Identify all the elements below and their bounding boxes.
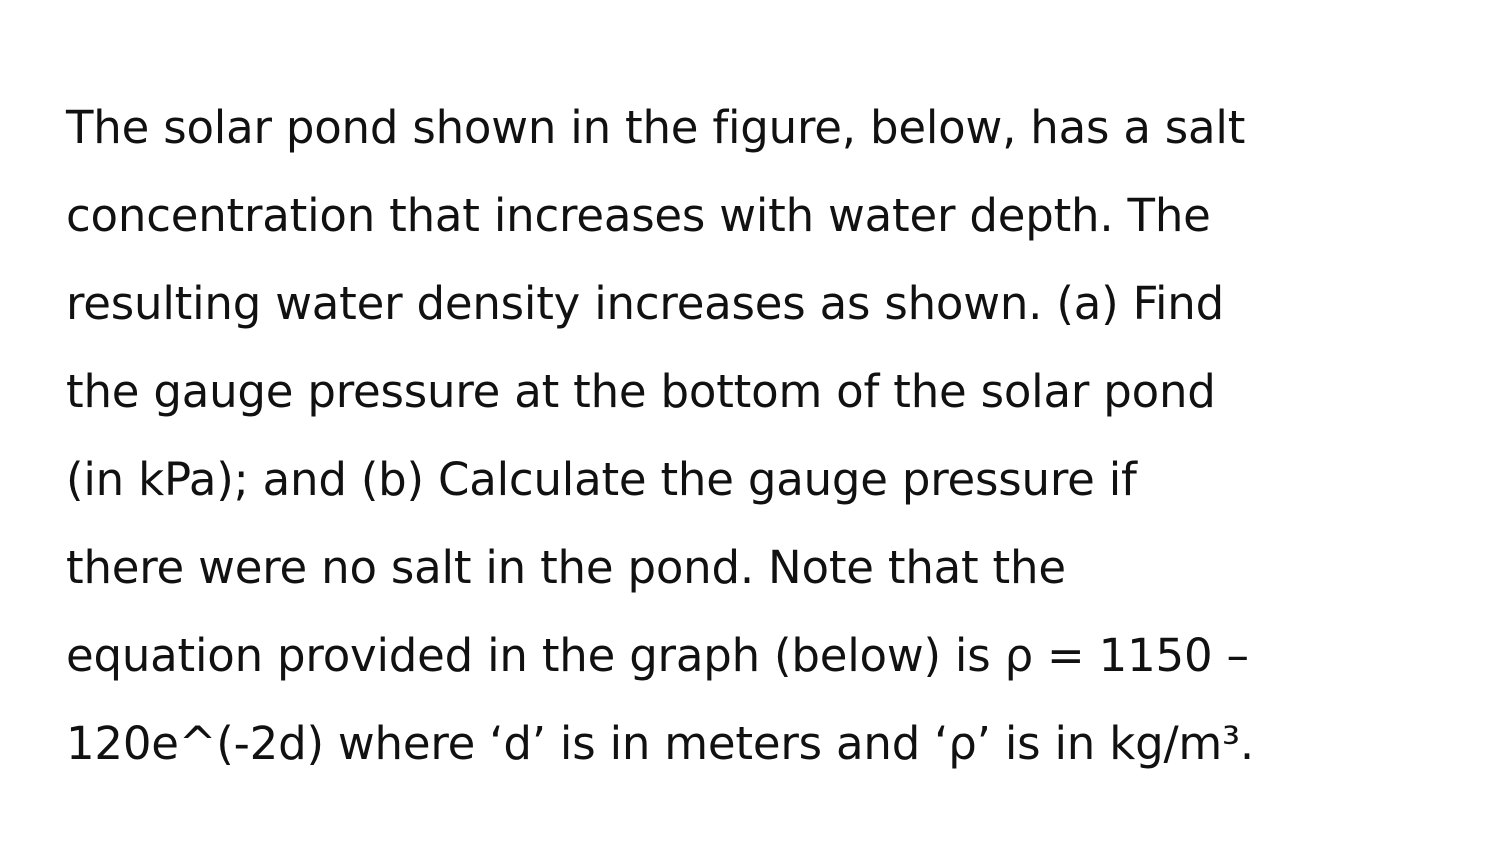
question-line-7: equation provided in the graph (below) is ρ = 1150 – bbox=[66, 629, 1249, 682]
question-line-2: concentration that increases with water depth. The bbox=[66, 189, 1211, 242]
question-paragraph bbox=[66, 84, 1466, 788]
question-line-1: The solar pond shown in the figure, below, has a salt bbox=[66, 101, 1246, 154]
question-line-8: 120e^(-2d) where ‘d’ is in meters and ‘ρ’ is in kg/m³. bbox=[66, 717, 1254, 770]
question-line-5: (in kPa); and (b) Calculate the gauge pressure if bbox=[66, 453, 1137, 506]
question-line-4: the gauge pressure at the bottom of the solar pond bbox=[66, 365, 1216, 418]
question-line-6: there were no salt in the pond. Note that the bbox=[66, 541, 1066, 594]
question-line-3: resulting water density increases as shown. (a) Find bbox=[66, 277, 1224, 330]
